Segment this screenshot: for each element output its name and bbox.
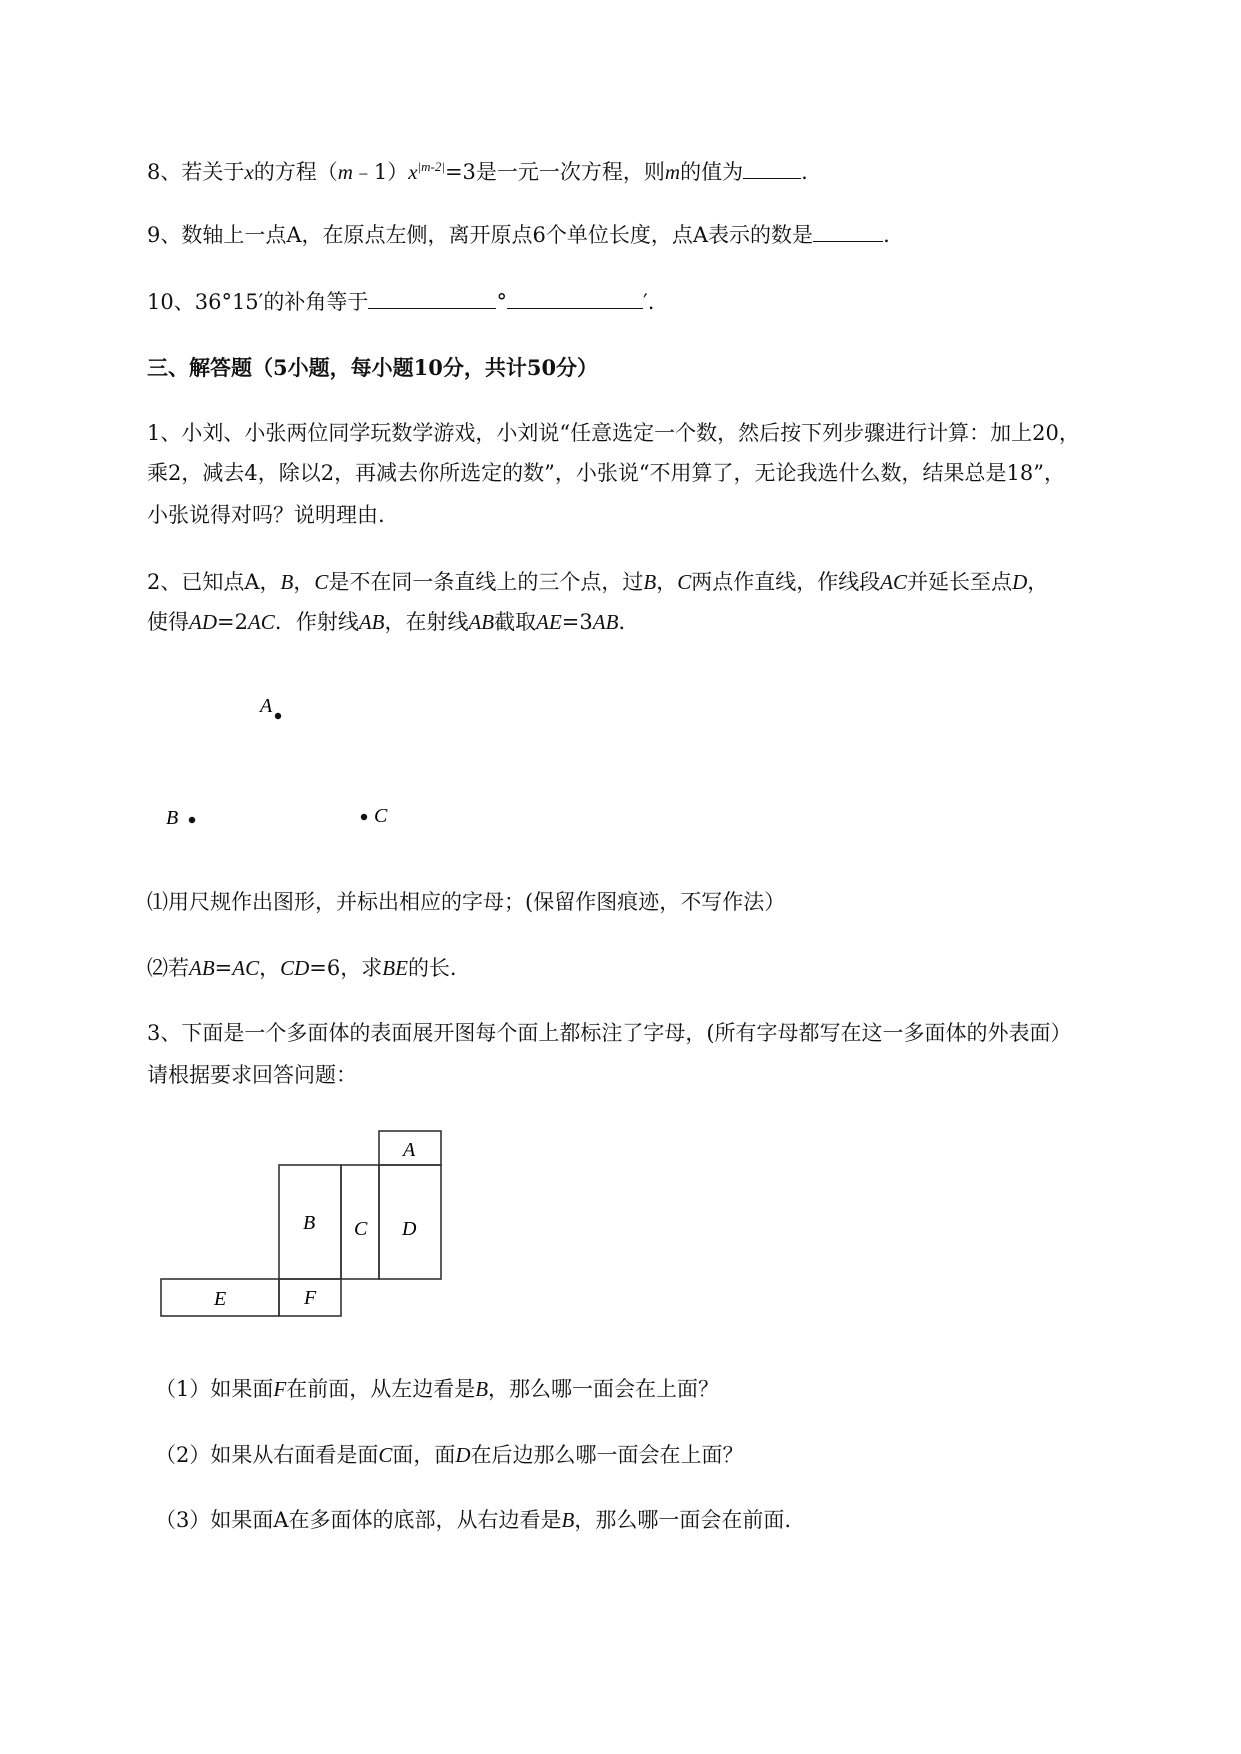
p3s3-var-B: B xyxy=(561,1508,575,1532)
question-10 xyxy=(147,287,654,317)
q8-var-m2: m xyxy=(664,160,681,184)
q10-minute-blank[interactable] xyxy=(507,290,643,309)
p2s2-var-AB: AB xyxy=(189,956,215,980)
section-3-title: 三、解答题（5小题，每小题10分，共计50分） xyxy=(147,355,599,380)
p3s2-text-c: 在后边那么哪一面会在上面？ xyxy=(470,1443,744,1467)
p2-var-B: B xyxy=(280,570,294,594)
p2-value-1: 2 xyxy=(234,610,248,634)
p3s3-text-a: （3）如果面A在多面体的底部，从右边看是 xyxy=(155,1508,562,1532)
p2-var-B2: B xyxy=(643,570,657,594)
point-b-dot xyxy=(189,817,195,823)
p2s2-var-BE: BE xyxy=(382,956,408,980)
point-b-label: B xyxy=(166,807,179,829)
p3s1-text-a: （1）如果面 xyxy=(155,1377,274,1401)
q8-exponent: |m-2| xyxy=(417,159,445,174)
problem-2-line-1 xyxy=(147,567,1048,597)
p2s2-text-b: ， xyxy=(259,956,281,980)
p3s2-text-a: （2）如果从右面看是面 xyxy=(155,1443,379,1467)
q10-text: 10、36°15′的补角等于 xyxy=(147,290,369,314)
problem-2-line-2 xyxy=(147,607,639,637)
p3s2-var-C: C xyxy=(378,1443,393,1467)
q8-text-d: =3是一元一次方程，则 xyxy=(444,160,665,184)
p2-text-g: ， xyxy=(1027,570,1049,594)
p2-var-D: D xyxy=(1012,570,1028,594)
point-a-dot xyxy=(275,713,281,719)
p2s2-value: 6 xyxy=(326,956,341,980)
question-9 xyxy=(147,220,890,250)
p2s2-var-AC: AC xyxy=(232,956,260,980)
p3s2-text-b: 面，面 xyxy=(392,1443,456,1467)
q8-end: . xyxy=(801,160,808,184)
problem-3-sub-1 xyxy=(155,1374,719,1404)
p2-eq-2: = xyxy=(561,610,580,634)
p3s1-text-b: 在前面，从左边看是 xyxy=(286,1377,476,1401)
p2-eq-1: = xyxy=(217,610,235,634)
p2-var-C2: C xyxy=(677,570,692,594)
p2-var-AB2: AB xyxy=(468,610,495,634)
net-label-b: B xyxy=(303,1212,316,1234)
net-label-e: E xyxy=(214,1288,227,1310)
p3s1-var-F: F xyxy=(273,1377,287,1401)
p2-text-l2a: 使得 xyxy=(147,610,189,634)
q8-text-a: 8、若关于 xyxy=(147,160,245,184)
q8-var-x: x xyxy=(244,160,254,184)
problem-1-line-3: 小张说得对吗？说明理由. xyxy=(147,503,385,527)
p2-text-l2b: ．作射线 xyxy=(274,610,359,634)
p2s2-text-a: ⑵若 xyxy=(147,956,189,980)
problem-1-line-1: 1、小刘、小张两位同学玩数学游戏，小刘说“任意选定一个数，然后按下列步骤进行计算：加上20， xyxy=(147,421,1080,445)
p3s1-var-B: B xyxy=(475,1377,489,1401)
question-8 xyxy=(147,152,808,187)
p2-var-AB3: AB xyxy=(592,610,619,634)
q10-end: . xyxy=(647,290,655,314)
net-label-d: D xyxy=(402,1218,417,1240)
point-a-label: A xyxy=(260,695,273,717)
q8-var-m: m xyxy=(337,160,353,184)
q10-minute-sign: ′ xyxy=(642,290,648,314)
p2s2-eq-2: = xyxy=(309,956,327,980)
q8-text-b: 的方程（ xyxy=(253,160,338,184)
problem-3-line-2: 请根据要求回答问题： xyxy=(147,1063,357,1087)
p2s2-var-CD: CD xyxy=(280,956,310,980)
problem-3-sub-3 xyxy=(155,1505,791,1535)
p2-text-l2e: ． xyxy=(618,610,640,634)
net-figure xyxy=(140,1115,460,1335)
p2-text-b: ， xyxy=(293,570,315,594)
p3s3-text-c: ，那么哪一面会在前面. xyxy=(574,1508,792,1532)
p2-text-l2d: 截取 xyxy=(494,610,537,634)
problem-2-sub-1: ⑴用尺规作出图形，并标出相应的字母；(保留作图痕迹，不写作法） xyxy=(147,890,786,914)
q9-end: . xyxy=(883,223,890,247)
net-label-f: F xyxy=(304,1287,317,1309)
problem-1-line-2: 乘2，减去4，除以2，再减去你所选定的数”，小张说“不用算了，无论我选什么数，结果总是18”， xyxy=(147,461,1066,485)
problem-2-sub-2 xyxy=(147,953,457,983)
p2s2-eq-1: = xyxy=(214,956,233,980)
p2-text-c: 是不在同一条直线上的三个点，过 xyxy=(328,570,644,594)
q10-degree-sign: ° xyxy=(496,290,507,314)
p2-text-e: 两点作直线，作线段 xyxy=(691,570,881,594)
p2-text-f: 并延长至点 xyxy=(907,570,1013,594)
p2-var-AB: AB xyxy=(358,610,385,634)
p3s2-var-D: D xyxy=(455,1443,471,1467)
p2-var-AC: AC xyxy=(880,570,908,594)
net-label-c: C xyxy=(354,1218,368,1240)
p2s2-text-c: ，求 xyxy=(340,956,383,980)
q8-answer-blank[interactable] xyxy=(743,160,801,179)
p2-var-AE: AE xyxy=(536,610,562,634)
q8-text-c: ﹣1） xyxy=(352,160,409,184)
p2-text-l2c: ，在射线 xyxy=(384,610,469,634)
q9-answer-blank[interactable] xyxy=(813,223,883,242)
p2-var-AD: AD xyxy=(189,610,217,634)
p2-text-a: 2、已知点A， xyxy=(147,570,281,594)
q9-text: 9、数轴上一点A，在原点左侧，离开原点6个单位长度，点A表示的数是 xyxy=(147,223,814,247)
q10-degree-blank[interactable] xyxy=(368,290,496,309)
q8-var-x2: x xyxy=(408,160,418,184)
p2s2-text-d: 的长. xyxy=(407,956,457,980)
p2-var-AC2: AC xyxy=(247,610,275,634)
problem-3-sub-2 xyxy=(155,1440,744,1470)
problem-3-line-1: 3、下面是一个多面体的表面展开图每个面上都标注了字母，(所有字母都写在这一多面体的外表面） xyxy=(147,1021,1072,1045)
point-c-dot xyxy=(361,814,367,820)
p2-value-2: 3 xyxy=(579,610,593,634)
q8-text-e: 的值为 xyxy=(680,160,744,184)
p2-var-C: C xyxy=(314,570,329,594)
points-figure xyxy=(150,680,410,840)
point-c-label: C xyxy=(374,805,388,827)
p2-text-d: ， xyxy=(656,570,678,594)
net-label-a: A xyxy=(403,1139,416,1161)
p3s1-text-c: ，那么哪一面会在上面？ xyxy=(488,1377,720,1401)
